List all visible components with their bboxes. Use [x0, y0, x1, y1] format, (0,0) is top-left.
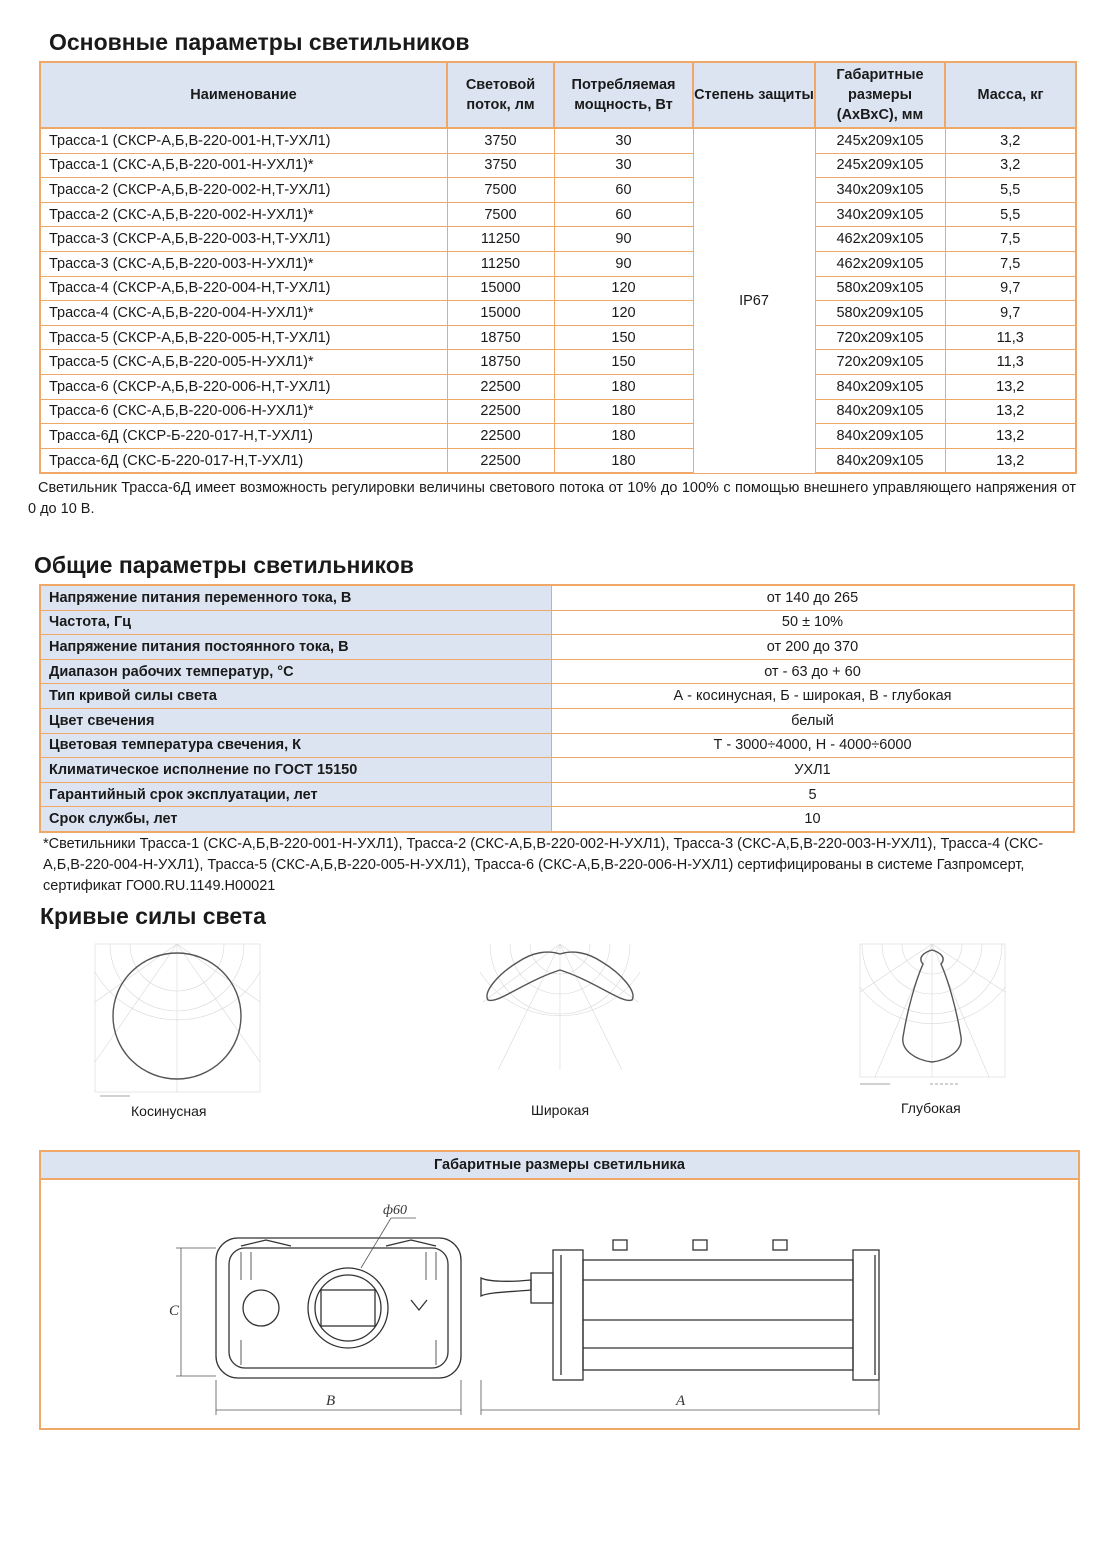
row-flux: 3750 [447, 128, 554, 153]
row-name: Трасса-6Д (СКСР-Б-220-017-Н,Т-УХЛ1) [40, 424, 447, 449]
row-dimensions: 462х209х105 [815, 227, 945, 252]
table-row [40, 448, 1076, 473]
row-flux: 22500 [447, 424, 554, 449]
row-mass: 13,2 [945, 448, 1076, 473]
table-row [40, 202, 1076, 227]
main-parameters-table [39, 61, 1077, 474]
row-name: Трасса-3 (СКС-А,Б,В-220-003-Н-УХЛ1)* [40, 251, 447, 276]
row-power: 180 [554, 399, 693, 424]
protection-cell: IP67 [693, 128, 815, 473]
col-flux: Световой поток, лм [447, 62, 554, 128]
dim-diameter-label: ф60 [383, 1203, 407, 1218]
dim-a-label: А [676, 1393, 686, 1409]
row-power: 60 [554, 178, 693, 203]
table-row [40, 758, 1074, 783]
row-flux: 3750 [447, 153, 554, 178]
row-dimensions: 840х209х105 [815, 448, 945, 473]
row-mass: 7,5 [945, 251, 1076, 276]
row-flux: 7500 [447, 202, 554, 227]
row-name: Трасса-4 (СКС-А,Б,В-220-004-Н-УХЛ1)* [40, 301, 447, 326]
col-power: Потребляемая мощность, Вт [554, 62, 693, 128]
table-row [40, 684, 1074, 709]
cosine-caption: Косинусная [131, 1103, 207, 1119]
dimensions-panel [39, 1150, 1080, 1430]
param-name: Срок службы, лет [40, 807, 552, 832]
wide-caption: Широкая [531, 1102, 590, 1118]
row-flux: 11250 [447, 251, 554, 276]
table-row [40, 585, 1074, 610]
row-mass: 7,5 [945, 227, 1076, 252]
col-dimensions: Габаритные размеры (АхВхС), мм [815, 62, 945, 128]
deep-caption: Глубокая [901, 1100, 961, 1116]
row-name: Трасса-1 (СКС-А,Б,В-220-001-Н-УХЛ1)* [40, 153, 447, 178]
row-name: Трасса-6 (СКС-А,Б,В-220-006-Н-УХЛ1)* [40, 399, 447, 424]
table-row [40, 301, 1076, 326]
table-row [40, 153, 1076, 178]
row-name: Трасса-3 (СКСР-А,Б,В-220-003-Н,Т-УХЛ1) [40, 227, 447, 252]
table-row [40, 399, 1076, 424]
row-flux: 15000 [447, 276, 554, 301]
param-name: Напряжение питания постоянного тока, В [40, 635, 552, 660]
dimensions-drawing [41, 1180, 1078, 1428]
row-power: 60 [554, 202, 693, 227]
table-row [40, 733, 1074, 758]
param-value: от 140 до 265 [552, 585, 1075, 610]
row-name: Трасса-6Д (СКС-Б-220-017-Н,Т-УХЛ1) [40, 448, 447, 473]
table-row [40, 659, 1074, 684]
param-name: Диапазон рабочих температур, °С [40, 659, 552, 684]
row-flux: 18750 [447, 350, 554, 375]
row-flux: 15000 [447, 301, 554, 326]
row-name: Трасса-2 (СКСР-А,Б,В-220-002-Н,Т-УХЛ1) [40, 178, 447, 203]
table-row [40, 251, 1076, 276]
param-name: Цветовая температура свечения, К [40, 733, 552, 758]
row-flux: 22500 [447, 399, 554, 424]
table-row [40, 708, 1074, 733]
deep-curve-diagram [855, 942, 1010, 1092]
row-dimensions: 245х209х105 [815, 153, 945, 178]
row-name: Трасса-2 (СКС-А,Б,В-220-002-Н-УХЛ1)* [40, 202, 447, 227]
table-row [40, 128, 1076, 153]
row-flux: 22500 [447, 448, 554, 473]
row-name: Трасса-4 (СКСР-А,Б,В-220-004-Н,Т-УХЛ1) [40, 276, 447, 301]
table-row [40, 227, 1076, 252]
table-row [40, 325, 1076, 350]
param-name: Климатическое исполнение по ГОСТ 15150 [40, 758, 552, 783]
row-name: Трасса-6 (СКСР-А,Б,В-220-006-Н,Т-УХЛ1) [40, 374, 447, 399]
row-mass: 13,2 [945, 399, 1076, 424]
row-mass: 13,2 [945, 424, 1076, 449]
wide-curve-diagram [478, 942, 643, 1072]
table-row [40, 782, 1074, 807]
row-power: 90 [554, 251, 693, 276]
curves-title: Кривые силы света [40, 903, 266, 929]
general-parameters-table [39, 584, 1075, 833]
table-row [40, 374, 1076, 399]
row-mass: 5,5 [945, 178, 1076, 203]
table-row [40, 178, 1076, 203]
row-dimensions: 340х209х105 [815, 202, 945, 227]
row-power: 30 [554, 128, 693, 153]
row-power: 180 [554, 374, 693, 399]
row-dimensions: 720х209х105 [815, 325, 945, 350]
row-name: Трасса-5 (СКСР-А,Б,В-220-005-Н,Т-УХЛ1) [40, 325, 447, 350]
param-value: А - косинусная, Б - широкая, В - глубокая [552, 684, 1075, 709]
dim-c-label: С [169, 1303, 180, 1319]
row-flux: 18750 [447, 325, 554, 350]
param-name: Тип кривой силы света [40, 684, 552, 709]
param-name: Гарантийный срок эксплуатации, лет [40, 782, 552, 807]
param-value: от 200 до 370 [552, 635, 1075, 660]
row-dimensions: 580х209х105 [815, 276, 945, 301]
table-row [40, 276, 1076, 301]
row-mass: 9,7 [945, 276, 1076, 301]
param-name: Напряжение питания переменного тока, В [40, 585, 552, 610]
param-value: 10 [552, 807, 1075, 832]
param-value: от - 63 до + 60 [552, 659, 1075, 684]
row-mass: 11,3 [945, 350, 1076, 375]
general-title: Общие параметры светильников [34, 552, 414, 578]
param-name: Частота, Гц [40, 610, 552, 635]
row-mass: 9,7 [945, 301, 1076, 326]
table-header-row [40, 62, 1076, 128]
row-dimensions: 720х209х105 [815, 350, 945, 375]
row-flux: 11250 [447, 227, 554, 252]
row-dimensions: 462х209х105 [815, 251, 945, 276]
col-name: Наименование [40, 62, 447, 128]
row-power: 180 [554, 424, 693, 449]
row-dimensions: 340х209х105 [815, 178, 945, 203]
main-title: Основные параметры светильников [49, 29, 470, 55]
row-name: Трасса-5 (СКС-А,Б,В-220-005-Н-УХЛ1)* [40, 350, 447, 375]
row-dimensions: 245х209х105 [815, 128, 945, 153]
row-flux: 22500 [447, 374, 554, 399]
param-value: белый [552, 708, 1075, 733]
table-row [40, 807, 1074, 832]
dim-b-label: В [326, 1393, 336, 1409]
certification-note: *Светильники Трасса-1 (СКС-А,Б,В-220-001-Н-УХЛ1), Трасса-2 (СКС-А,Б,В-220-002-Н-УХЛ1), Трасса-3 (СКС-А,Б,В-220-003-Н-УХЛ1), Трасса-4 (СКС-А,Б,В-220-004-Н-УХЛ1), Трасса-5 (СКС-А,Б,В-220-005-Н-УХЛ1), Трасса-6 (СКС-А,Б,В-220-006-Н-УХЛ1) сертифицированы в системе Газпромсерт, сертификат ГО00.RU.1149.Н00021 [43, 836, 1044, 894]
row-mass: 11,3 [945, 325, 1076, 350]
param-value: 5 [552, 782, 1075, 807]
table-row [40, 610, 1074, 635]
row-power: 150 [554, 350, 693, 375]
row-power: 30 [554, 153, 693, 178]
table-row [40, 635, 1074, 660]
dimming-note: Светильник Трасса-6Д имеет возможность регулировки величины светового потока от 10% до 100% с помощью внешнего управляющего напряжения от 0 до 10 В. [28, 480, 1076, 517]
dimensions-title: Габаритные размеры светильника [41, 1152, 1078, 1180]
param-value: 50 ± 10% [552, 610, 1075, 635]
row-dimensions: 580х209х105 [815, 301, 945, 326]
row-power: 120 [554, 276, 693, 301]
row-dimensions: 840х209х105 [815, 424, 945, 449]
row-name: Трасса-1 (СКСР-А,Б,В-220-001-Н,Т-УХЛ1) [40, 128, 447, 153]
row-mass: 13,2 [945, 374, 1076, 399]
cosine-curve-diagram [90, 942, 265, 1102]
col-mass: Масса, кг [945, 62, 1076, 128]
row-power: 120 [554, 301, 693, 326]
table-row [40, 350, 1076, 375]
col-protection: Степень защиты [693, 62, 815, 128]
row-mass: 3,2 [945, 153, 1076, 178]
row-power: 150 [554, 325, 693, 350]
param-name: Цвет свечения [40, 708, 552, 733]
row-power: 90 [554, 227, 693, 252]
row-dimensions: 840х209х105 [815, 399, 945, 424]
table-row [40, 424, 1076, 449]
row-dimensions: 840х209х105 [815, 374, 945, 399]
row-power: 180 [554, 448, 693, 473]
param-value: Т - 3000÷4000, Н - 4000÷6000 [552, 733, 1075, 758]
row-mass: 3,2 [945, 128, 1076, 153]
param-value: УХЛ1 [552, 758, 1075, 783]
row-mass: 5,5 [945, 202, 1076, 227]
row-flux: 7500 [447, 178, 554, 203]
